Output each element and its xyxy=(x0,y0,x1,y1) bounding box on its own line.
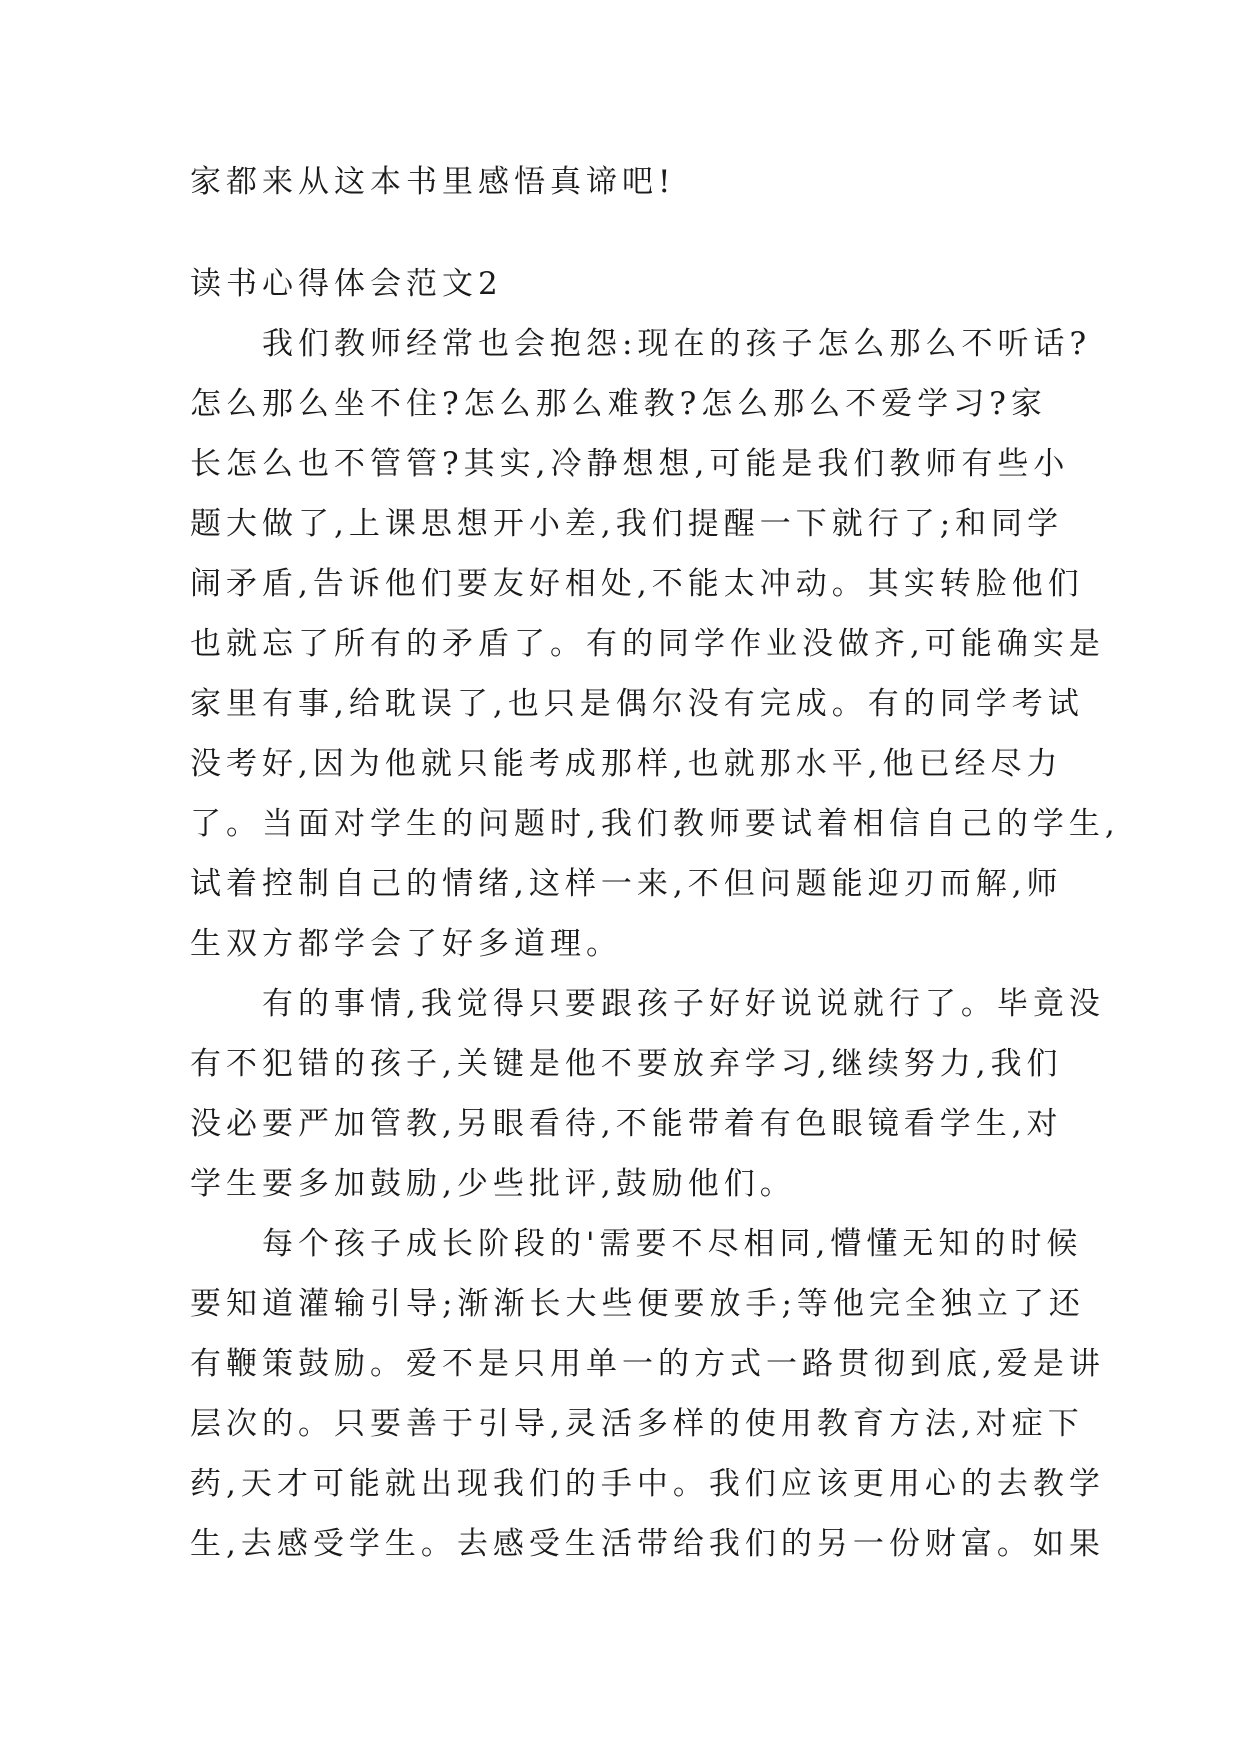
paragraph-line: 也就忘了所有的矛盾了。有的同学作业没做齐,可能确实是 xyxy=(190,626,1105,662)
paragraph-line: 要知道灌输引导;渐渐长大些便要放手;等他完全独立了还 xyxy=(190,1286,1085,1322)
paragraph-line: 长怎么也不管管?其实,冷静想想,可能是我们教师有些小 xyxy=(190,446,1070,482)
paragraph-line: 药,天才可能就出现我们的手中。我们应该更用心的去教学 xyxy=(190,1466,1105,1502)
paragraph-3 xyxy=(190,1214,1105,1574)
paragraph-line: 没考好,因为他就只能考成那样,也就那水平,他已经尽力 xyxy=(190,746,1063,782)
continuation-line: 家都来从这本书里感悟真谛吧! xyxy=(190,164,676,200)
paragraph-line: 了。当面对学生的问题时,我们教师要试着相信自己的学生, xyxy=(190,806,1120,842)
paragraph-line: 没必要严加管教,另眼看待,不能带着有色眼镜看学生,对 xyxy=(190,1106,1063,1142)
paragraph-line: 怎么那么坐不住?怎么那么难教?怎么那么不爱学习?家 xyxy=(190,386,1047,422)
paragraph-line: 题大做了,上课思想开小差,我们提醒一下就行了;和同学 xyxy=(190,506,1064,542)
paragraph-line: 闹矛盾,告诉他们要友好相处,不能太冲动。其实转脸他们 xyxy=(190,566,1084,602)
section-heading: 读书心得体会范文2 xyxy=(190,266,503,302)
paragraph-line: 有的事情,我觉得只要跟孩子好好说说就行了。毕竟没 xyxy=(262,986,1105,1022)
paragraph-line: 学生要多加鼓励,少些批评,鼓励他们。 xyxy=(190,1166,796,1202)
paragraph-line: 有鞭策鼓励。爱不是只用单一的方式一路贯彻到底,爱是讲 xyxy=(190,1346,1105,1382)
paragraph-line: 家里有事,给耽误了,也只是偶尔没有完成。有的同学考试 xyxy=(190,686,1084,722)
paragraph-line: 生双方都学会了好多道理。 xyxy=(190,926,622,962)
paragraph-line: 生,去感受学生。去感受生活带给我们的另一份财富。如果 xyxy=(190,1526,1105,1562)
paragraph-line: 试着控制自己的情绪,这样一来,不但问题能迎刃而解,师 xyxy=(190,866,1063,902)
paragraph-1 xyxy=(190,314,1120,974)
document-page xyxy=(190,152,1120,1574)
paragraph-line: 层次的。只要善于引导,灵活多样的使用教育方法,对症下 xyxy=(190,1406,1084,1442)
paragraph-line: 我们教师经常也会抱怨:现在的孩子怎么那么不听话? xyxy=(262,326,1092,362)
paragraph-2 xyxy=(190,974,1105,1214)
paragraph-line: 有不犯错的孩子,关键是他不要放弃学习,继续努力,我们 xyxy=(190,1046,1063,1082)
paragraph-line: 每个孩子成长阶段的'需要不尽相同,懵懂无知的时候 xyxy=(262,1226,1083,1262)
